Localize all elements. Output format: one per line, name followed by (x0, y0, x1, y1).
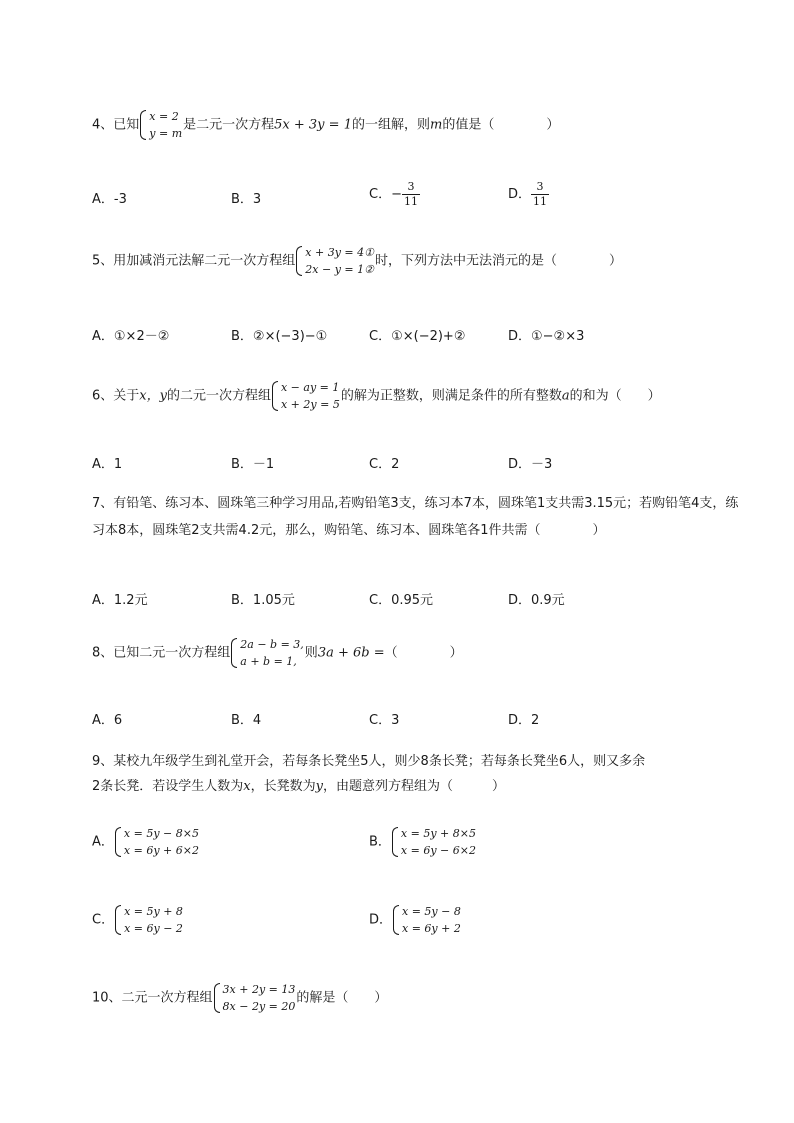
q8-mid: 则 (304, 645, 318, 661)
q6-system (272, 379, 340, 413)
q4-system (140, 108, 182, 142)
question-7-stem: 7、有铅笔、练习本、圆珠笔三种学习用品,若购铅笔3支，练习本7本，圆珠笔1支共需3.15元；若购铅笔4支，练习本8本，圆珠笔2支共需4.2元，那么，购铅笔、练习本、圆珠笔各1件共需（ ） (92, 496, 739, 538)
q4-a-val: -3 (113, 192, 127, 207)
q8-option-b[interactable]: B．4 (231, 713, 262, 728)
q4-d-num: 3 (531, 180, 549, 195)
q9-b-label: B． (369, 834, 391, 850)
q5-option-d[interactable]: D．①−②×3 (508, 329, 585, 344)
q9-option-c[interactable] (92, 903, 184, 937)
q4-d-label: D． (508, 187, 532, 202)
q9-c-eq1: x = 5y + 8 (124, 905, 183, 918)
q9-d-system (393, 903, 461, 937)
q4-end: 的值是（ ） (442, 117, 560, 133)
q8-eq1: 2a − b = 3, (240, 638, 304, 651)
q6-eq2: x + 2y = 5 (280, 398, 340, 411)
q7-option-d[interactable]: D．0.9元 (508, 593, 565, 608)
q4-d-fraction (531, 180, 549, 209)
q8-option-d[interactable]: D．2 (508, 713, 540, 728)
q4-a-label: A． (92, 192, 114, 207)
q4-option-c[interactable] (369, 180, 420, 209)
question-10-stem (92, 981, 387, 1015)
q9-var-y: y (315, 779, 323, 794)
q8-option-a[interactable]: A．6 (92, 713, 123, 728)
q4-c-num: 3 (402, 180, 420, 195)
q9-line2-b: ，长凳数为 (250, 779, 316, 794)
question-8-stem (92, 636, 463, 670)
question-4-stem (92, 108, 559, 142)
q9-a-eq2: x = 6y + 6×2 (123, 844, 199, 857)
q5-system (296, 244, 374, 278)
question-5-stem (92, 244, 622, 278)
q9-option-d[interactable] (369, 903, 462, 937)
q4-c-fraction (402, 180, 420, 209)
question-9-line1: 9、某校九年级学生到礼堂开会，若每条长凳坐5人，则少8条长凳；若每条长凳坐6人，则又多余 (92, 754, 646, 769)
q5-eq2: 2x − y = 1② (305, 263, 374, 276)
q8-eq2: a + b = 1, (240, 655, 297, 668)
q10-eq2: 8x − 2y = 20 (222, 1000, 296, 1013)
q5-eq1: x + 3y = 4① (305, 246, 374, 259)
q4-c-sign: − (391, 187, 402, 202)
q6-var: a (561, 388, 570, 404)
q10-suffix: 的解是（ ） (296, 990, 388, 1006)
q6-option-b[interactable]: B．－1 (231, 457, 275, 472)
q6-option-d[interactable]: D．－3 (508, 457, 553, 472)
q9-c-label: C． (92, 912, 115, 928)
q9-line2-c: ，由题意列方程组为（ ） (323, 779, 506, 794)
q4-suffix: 的一组解，则 (351, 117, 430, 133)
q4-eq1: x = 2 (149, 110, 179, 123)
q6-suffix: 的解为正整数，则满足条件的所有整数 (340, 388, 562, 404)
q5-option-b[interactable]: B．②×(−3)−① (231, 329, 328, 344)
q9-a-eq1: x = 5y − 8×5 (123, 827, 199, 840)
q10-system (214, 981, 296, 1015)
q4-b-label: B． (231, 192, 253, 207)
q9-d-eq1: x = 5y − 8 (402, 905, 461, 918)
q4-option-b[interactable] (231, 188, 261, 207)
q9-c-system (115, 903, 183, 937)
q6-option-a[interactable]: A．1 (92, 457, 123, 472)
q9-var-x: x (243, 779, 251, 794)
question-6-stem (92, 379, 661, 413)
q8-system (231, 636, 304, 670)
q6-mid: 的二元一次方程组 (166, 388, 271, 404)
q9-a-system (115, 825, 199, 859)
q9-option-b[interactable] (369, 825, 477, 859)
q4-eq2: y = m (149, 127, 183, 140)
q4-d-den: 11 (533, 195, 548, 208)
q10-eq1: 3x + 2y = 13 (222, 983, 296, 996)
q4-option-a[interactable] (92, 188, 127, 207)
q10-prefix: 10、二元一次方程组 (92, 990, 213, 1006)
q7-option-c[interactable]: C．0.95元 (369, 593, 434, 608)
q4-option-d[interactable] (508, 180, 549, 209)
q5-option-c[interactable]: C．①×(−2)+② (369, 329, 466, 344)
q8-end: （ ） (384, 645, 463, 661)
q8-expr: 3a + 6b = (317, 645, 385, 661)
q9-a-label: A． (92, 834, 114, 850)
q4-prefix: 4、已知 (92, 117, 140, 133)
q8-option-c[interactable]: C．3 (369, 713, 400, 728)
q4-c-label: C． (369, 187, 392, 202)
q9-b-system (392, 825, 476, 859)
q6-vars: x，y (139, 388, 167, 404)
q7-option-a[interactable]: A．1.2元 (92, 593, 148, 608)
q9-c-eq2: x = 6y − 2 (124, 922, 183, 935)
q4-c-den: 11 (403, 195, 418, 208)
q9-b-eq2: x = 6y − 6×2 (400, 844, 476, 857)
q9-d-eq2: x = 6y + 2 (402, 922, 461, 935)
q5-option-a[interactable]: A．①×2－② (92, 329, 170, 344)
q6-end: 的和为（ ） (569, 388, 661, 404)
q8-prefix: 8、已知二元一次方程组 (92, 645, 231, 661)
q6-eq1: x − ay = 1 (280, 381, 340, 394)
q9-d-label: D． (369, 912, 393, 928)
q5-suffix: 时，下列方法中无法消元的是（ ） (374, 253, 622, 269)
q4-mid: 是二元一次方程 (183, 117, 275, 133)
q4-equation: 5x + 3y = 1 (274, 117, 352, 133)
q9-line2-a: 2条长凳．若设学生人数为 (92, 779, 244, 794)
question-9-line2 (92, 775, 505, 794)
q4-var: m (429, 117, 443, 133)
q4-b-val: 3 (252, 192, 262, 207)
q5-prefix: 5、用加减消元法解二元一次方程组 (92, 253, 296, 269)
q6-prefix: 6、关于 (92, 388, 140, 404)
q7-option-b[interactable]: B．1.05元 (231, 593, 295, 608)
q9-option-a[interactable] (92, 825, 200, 859)
q9-b-eq1: x = 5y + 8×5 (400, 827, 476, 840)
q6-option-c[interactable]: C．2 (369, 457, 400, 472)
